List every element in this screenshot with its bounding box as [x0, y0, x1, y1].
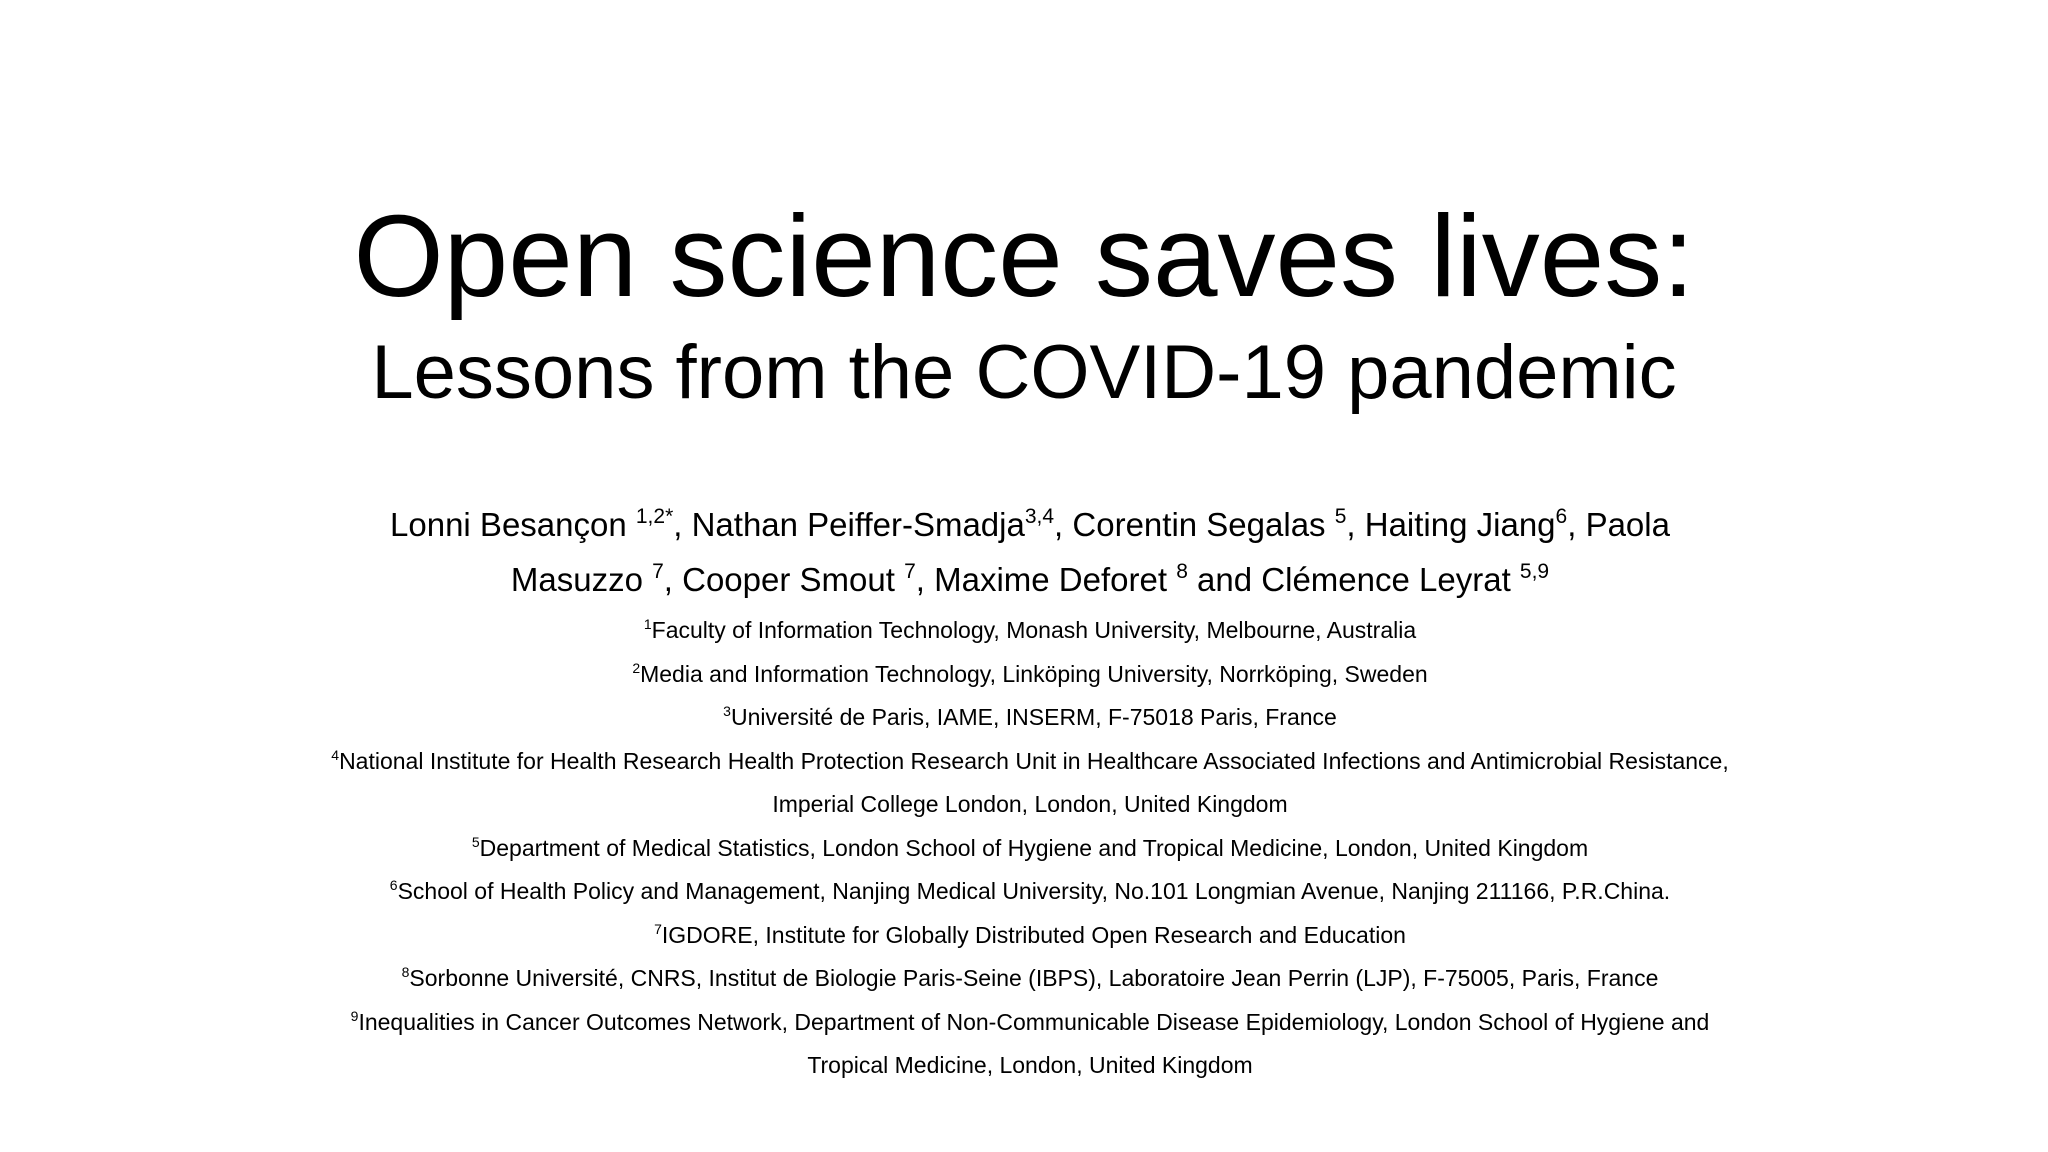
affiliation-number: 3 [723, 703, 731, 719]
author-separator: , [1567, 506, 1586, 543]
affiliation-number: 8 [401, 964, 410, 980]
affiliation-item [330, 957, 1730, 1001]
author-separator: , [1054, 506, 1073, 543]
author-affiliation-mark: 1,2* [635, 505, 674, 528]
affiliation-list [330, 609, 1730, 1088]
affiliation-text: Sorbonne Université, CNRS, Institut de Biologie Paris-Seine (IBPS), Laboratoire Jean Perrin (LJP), F-75005, Paris, France [409, 965, 1659, 991]
author-name: Nathan Peiffer-Smadja [691, 506, 1025, 543]
affiliation-text: School of Health Policy and Management, Nanjing Medical University, No.101 Longmian Avenue, Nanjing 211166, P.R.China. [397, 878, 1671, 904]
author-affiliation-mark: 3,4 [1024, 505, 1055, 528]
affiliation-item [330, 653, 1730, 697]
affiliation-text: Inequalities in Cancer Outcomes Network, Department of Non-Communicable Disease Epidemiology, London School of Hygiene and Tropical Medicine, London, United Kingdom [358, 1008, 1710, 1078]
author-separator: , [663, 561, 683, 598]
affiliation-number: 2 [632, 659, 641, 676]
affiliation-text: IGDORE, Institute for Globally Distributed Open Research and Education [661, 921, 1406, 948]
author-name: Maxime Deforet [934, 561, 1177, 598]
author-affiliation-mark: 7 [904, 560, 916, 583]
author-list [330, 497, 1730, 607]
affiliation-number: 5 [471, 833, 480, 850]
author-separator: , [1346, 506, 1365, 543]
author-name: Paola Masuzzo [510, 506, 1670, 598]
affiliation-text: Faculty of Information Technology, Monash University, Melbourne, Australia [651, 617, 1417, 643]
affiliation-item [330, 1001, 1730, 1088]
affiliation-item [330, 914, 1730, 958]
affiliation-number: 6 [389, 877, 398, 893]
affiliation-number: 9 [350, 1007, 359, 1024]
author-affiliation-mark: 6 [1555, 505, 1568, 528]
affiliation-text: National Institute for Health Research Health Protection Research Unit in Healthcare Associated Infections and Antimicrobial Resistance, Imperial College London, London, United Kingdom [339, 747, 1729, 817]
author-affiliation-mark: 7 [652, 560, 664, 583]
author-name: Clémence Leyrat [1261, 561, 1520, 598]
affiliation-item [330, 870, 1730, 914]
affiliation-item [330, 696, 1730, 740]
affiliation-text: Media and Information Technology, Linköping University, Norrköping, Sweden [640, 660, 1428, 687]
author-separator: , [915, 561, 935, 598]
affiliation-number: 1 [643, 616, 652, 632]
affiliation-item [330, 827, 1730, 871]
slide-title: Open science saves lives: [353, 191, 1695, 321]
author-affiliation-mark: 5,9 [1519, 560, 1550, 583]
affiliation-text: Université de Paris, IAME, INSERM, F-75018 Paris, France [730, 704, 1337, 730]
author-name: Cooper Smout [682, 561, 905, 598]
author-separator: and [1187, 561, 1262, 598]
affiliation-number: 4 [331, 746, 340, 763]
author-name: Haiting Jiang [1364, 506, 1556, 543]
author-name: Lonni Besançon [390, 506, 636, 543]
author-affiliation-mark: 5 [1334, 505, 1347, 528]
affiliation-text: Department of Medical Statistics, London School of Hygiene and Tropical Medicine, London, United Kingdom [479, 834, 1589, 861]
affiliation-number: 7 [654, 920, 662, 937]
slide-subtitle: Lessons from the COVID-19 pandemic [371, 330, 1677, 415]
affiliation-item [330, 609, 1730, 653]
author-name: Corentin Segalas [1072, 506, 1335, 543]
author-affiliation-mark: 8 [1176, 560, 1188, 583]
affiliation-item [330, 740, 1730, 827]
author-separator: , [673, 506, 692, 543]
